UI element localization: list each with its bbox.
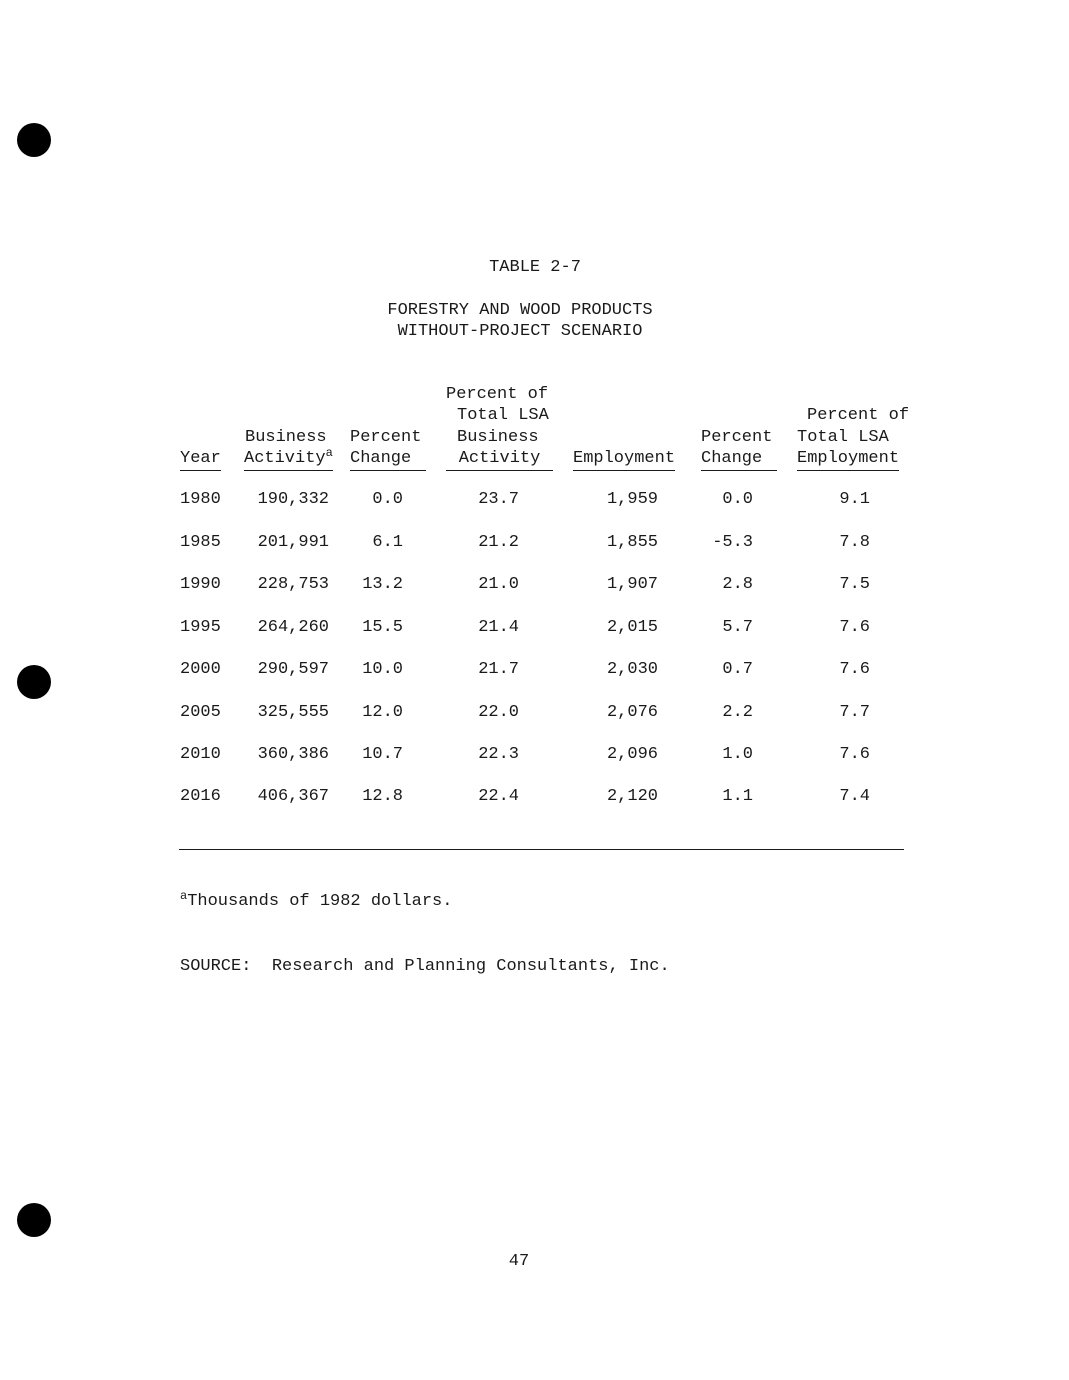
footnote: $^a$Thousands of 1982 dollars. [180,889,453,911]
cell-percent-change-2: 5.7 [722,618,753,637]
cell-percent-change: 0.0 [372,490,403,509]
cell-percent-change: 15.5 [362,618,403,637]
cell-lsa-employment: 7.6 [839,745,870,764]
header-lsa-employment-1: Percent of [807,406,910,425]
table-label: TABLE 2-7 [489,258,581,277]
cell-employment: 2,120 [606,787,658,806]
cell-percent-change: 12.0 [362,703,403,722]
cell-business-activity: 264,260 [257,618,329,637]
cell-business-activity: 360,386 [257,745,329,764]
cell-lsa-employment: 7.7 [839,703,870,722]
cell-employment: 1,959 [606,490,658,509]
cell-year: 1995 [180,618,221,637]
cell-employment: 1,907 [606,575,658,594]
header-percent-change-1: Percent [350,428,422,447]
table-bottom-rule [179,849,904,850]
cell-percent-change: 6.1 [372,533,403,552]
cell-lsa-employment: 7.6 [839,660,870,679]
cell-year: 2010 [180,745,221,764]
cell-employment: 1,855 [606,533,658,552]
cell-lsa-business: 21.4 [478,618,519,637]
cell-lsa-employment: 7.6 [839,618,870,637]
cell-lsa-business: 22.0 [478,703,519,722]
cell-percent-change: 10.0 [362,660,403,679]
cell-lsa-employment: 9.1 [839,490,870,509]
binder-hole-top [17,123,51,157]
table-title-line2: WITHOUT-PROJECT SCENARIO [397,322,643,341]
cell-year: 1980 [180,490,221,509]
cell-business-activity: 201,991 [257,533,329,552]
cell-lsa-business: 22.4 [478,787,519,806]
cell-lsa-business: 22.3 [478,745,519,764]
binder-hole-middle [17,665,51,699]
cell-percent-change-2: 1.0 [722,745,753,764]
cell-business-activity: 290,597 [257,660,329,679]
cell-year: 2016 [180,787,221,806]
cell-business-activity: 190,332 [257,490,329,509]
header-business-activity-2: Activity$^a$ [244,448,333,471]
table-title-line1: FORESTRY AND WOOD PRODUCTS [387,301,653,320]
page-number: 47 [508,1252,530,1271]
cell-employment: 2,030 [606,660,658,679]
cell-business-activity: 406,367 [257,787,329,806]
cell-year: 1990 [180,575,221,594]
cell-percent-change: 12.8 [362,787,403,806]
cell-business-activity: 325,555 [257,703,329,722]
cell-percent-change-2: 2.8 [722,575,753,594]
header-lsa-business-2: Total LSA [457,406,549,425]
header-percent-change-2b: Change [701,448,777,471]
cell-lsa-employment: 7.5 [839,575,870,594]
cell-lsa-business: 23.7 [478,490,519,509]
cell-year: 2000 [180,660,221,679]
cell-business-activity: 228,753 [257,575,329,594]
header-business-activity-1: Business [245,428,327,447]
cell-percent-change-2: 2.2 [722,703,753,722]
header-lsa-business-3: Business [457,428,539,447]
cell-lsa-employment: 7.8 [839,533,870,552]
cell-percent-change-2: -5.3 [712,533,753,552]
cell-year: 2005 [180,703,221,722]
header-lsa-employment-2: Total LSA [797,428,889,447]
cell-percent-change: 13.2 [362,575,403,594]
header-percent-change-1b: Change [350,448,426,471]
cell-percent-change: 10.7 [362,745,403,764]
header-lsa-business-4: Activity [446,448,553,471]
source-note: SOURCE: Research and Planning Consultants, Inc. [180,957,670,976]
cell-lsa-business: 21.0 [478,575,519,594]
cell-employment: 2,015 [606,618,658,637]
cell-employment: 2,076 [606,703,658,722]
cell-lsa-employment: 7.4 [839,787,870,806]
header-lsa-business-1: Percent of [446,385,549,404]
cell-year: 1985 [180,533,221,552]
cell-lsa-business: 21.7 [478,660,519,679]
cell-lsa-business: 21.2 [478,533,519,552]
cell-percent-change-2: 0.0 [722,490,753,509]
header-year: Year [180,448,221,471]
binder-hole-bottom [17,1203,51,1237]
cell-employment: 2,096 [606,745,658,764]
header-lsa-employment-3: Employment [797,448,899,471]
header-employment: Employment [573,448,675,471]
cell-percent-change-2: 0.7 [722,660,753,679]
header-percent-change-2: Percent [701,428,773,447]
cell-percent-change-2: 1.1 [722,787,753,806]
